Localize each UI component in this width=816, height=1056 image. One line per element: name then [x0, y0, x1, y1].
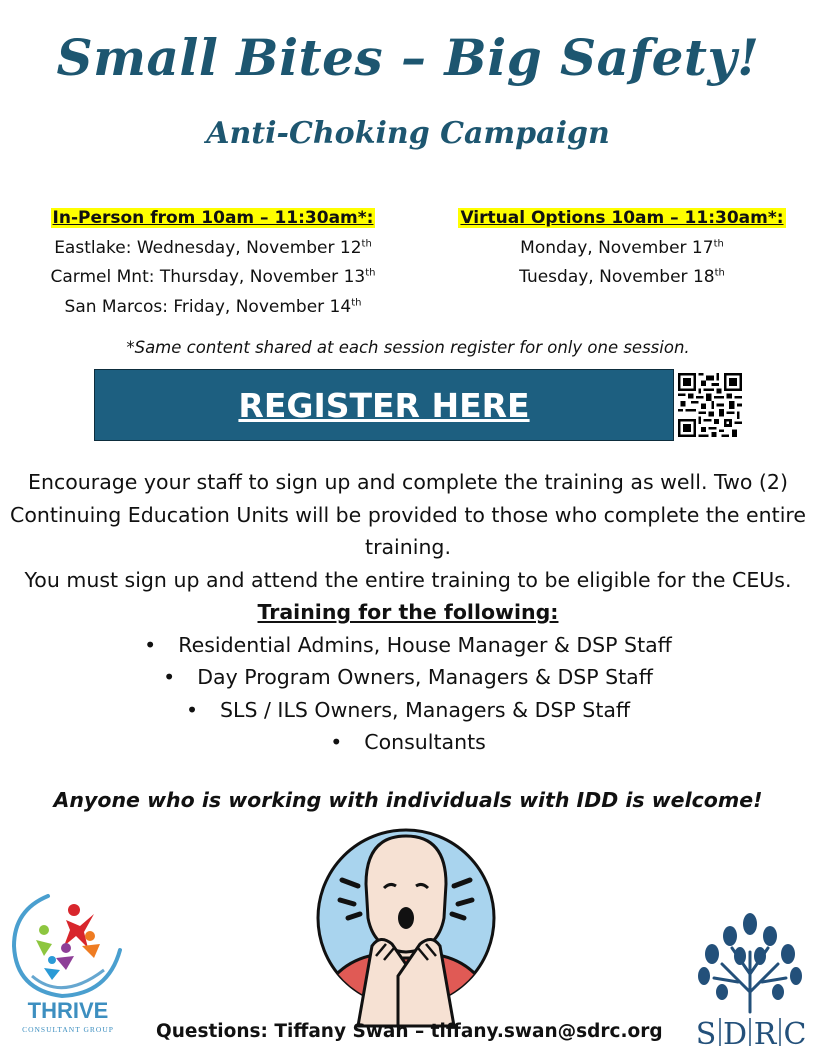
session-note: *Same content shared at each session register for only one session. [126, 338, 690, 357]
qr-code-icon[interactable] [678, 373, 742, 437]
body-text [8, 466, 808, 759]
page-title: Small Bites – Big Safety! [56, 28, 760, 87]
virtual-heading: Virtual Options 10am – 11:30am*: [460, 208, 784, 228]
in-person-heading: In-Person from 10am – 11:30am*: [52, 208, 374, 228]
list-item: • Residential Admins, House Manager & DSP Staff [8, 629, 808, 662]
training-heading: Training for the following: [257, 600, 559, 624]
list-item: • Day Program Owners, Managers & DSP Staff [8, 661, 808, 694]
sdrc-letter-r: R [753, 1017, 777, 1048]
thrive-logo-name: THRIVE [27, 998, 109, 1023]
session-virtual-monday: Monday, November 17th [520, 237, 724, 258]
session-carmel-mnt: Carmel Mnt: Thursday, November 13th [50, 267, 376, 287]
register-label[interactable]: REGISTER HERE [238, 385, 530, 425]
thrive-logo-icon [8, 890, 132, 1040]
choking-person-icon [314, 826, 498, 1030]
session-eastlake: Eastlake: Wednesday, November 12th [54, 237, 372, 258]
welcome-statement: Anyone who is working with individuals with IDD is welcome! [53, 788, 763, 812]
virtual-schedule [430, 204, 814, 293]
page-subtitle: Anti-Choking Campaign [206, 116, 610, 151]
sdrc-tree-logo-icon [692, 908, 810, 1048]
list-item: • Consultants [8, 726, 808, 759]
sdrc-letter-s: S [695, 1017, 717, 1048]
staff-encouragement: Encourage your staff to sign up and complete the training as well. Two (2) Continuing Education Units will be provided to those who complete the entire training. [10, 470, 806, 559]
session-virtual-tuesday: Tuesday, November 18th [519, 267, 725, 287]
audience-list [8, 629, 808, 759]
list-item: • SLS / ILS Owners, Managers & DSP Staff [8, 694, 808, 727]
contact-questions: Questions: Tiffany Swan – tiffany.swan@sdrc.org [156, 1021, 663, 1042]
session-san-marcos: San Marcos: Friday, November 14th [64, 296, 362, 317]
thrive-logo-tagline: CONSULTANT GROUP [22, 1025, 114, 1034]
register-button[interactable] [94, 369, 674, 441]
in-person-schedule [10, 204, 416, 322]
sdrc-letter-d: D [722, 1017, 748, 1048]
ceu-requirement: You must sign up and attend the entire training to be eligible for the CEUs. [24, 567, 792, 592]
sdrc-letter-c: C [783, 1017, 807, 1048]
